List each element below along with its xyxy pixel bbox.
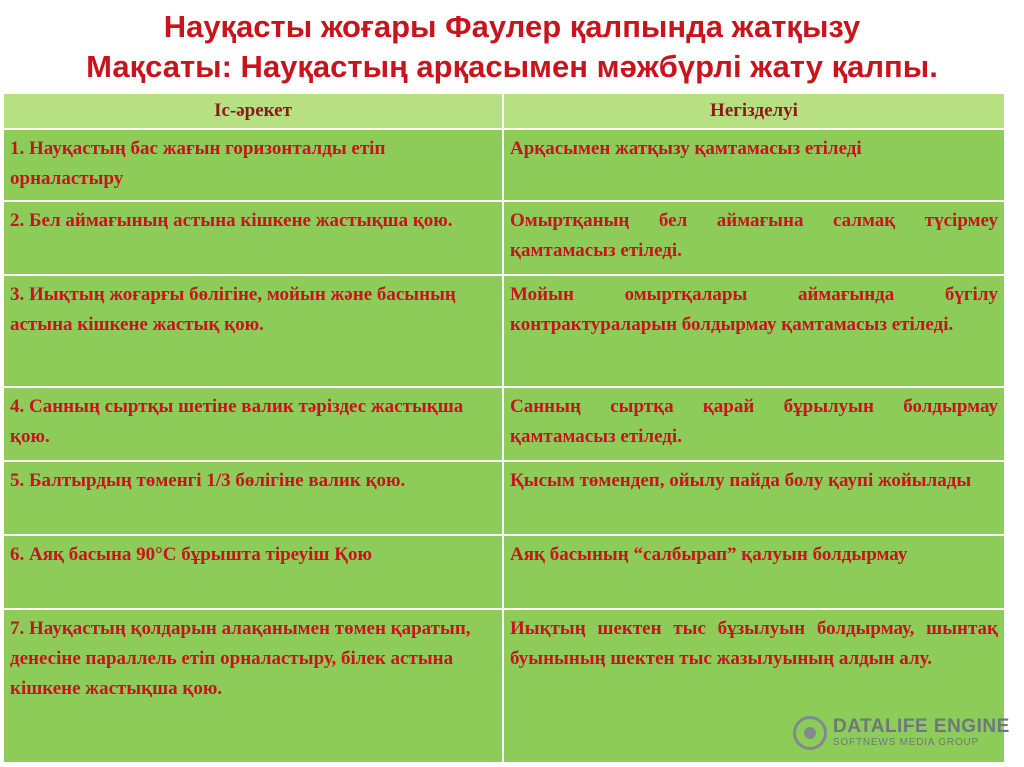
watermark-main: DATALIFE ENGINE (833, 716, 1010, 737)
table-row (3, 461, 1005, 535)
action-cell: 5. Балтырдың төменгі 1/3 бөлігіне валик қою. (3, 461, 503, 535)
datalife-logo-icon (793, 716, 827, 750)
header-action: Іс-әрекет (3, 93, 503, 129)
reason-cell: Мойын омыртқалары аймағында бүгілу контрактураларын болдырмау қамтамасыз етіледі. (503, 275, 1005, 387)
reason-cell: Санның сыртқа қарай бұрылуын болдырмау қамтамасыз етіледі. (503, 387, 1005, 461)
action-cell: 7. Науқастың қолдарын алақанымен төмен қаратып, денесіне параллель етіп орналастыру, білек астына кішкене жастықша қою. (3, 609, 503, 763)
watermark-sub: SOFTNEWS MEDIA GROUP (833, 737, 980, 748)
title-line-2: Мақсаты: Науқастың арқасымен мәжбүрлі жату қалпы. (86, 49, 938, 84)
action-cell: 4. Санның сыртқы шетіне валик тәріздес жастықша қою. (3, 387, 503, 461)
title-line-1: Науқасты жоғары Фаулер қалпында жатқызу (163, 9, 861, 44)
table-header-row (3, 93, 1005, 129)
table-row (3, 275, 1005, 387)
reason-cell: Арқасымен жатқызу қамтамасыз етіледі (503, 129, 1005, 201)
procedure-table (2, 92, 1006, 764)
table-row (3, 535, 1005, 609)
action-cell: 6. Аяқ басына 90°С бұрышта тіреуіш Қою (3, 535, 503, 609)
watermark (793, 716, 1010, 750)
reason-cell: Омыртқаның бел аймағына салмақ түсірмеу қамтамасыз етіледі. (503, 201, 1005, 275)
action-cell: 3. Иықтың жоғарғы бөлігіне, мойын және басының астына кішкене жастық қою. (3, 275, 503, 387)
action-cell: 2. Бел аймағының астына кішкене жастықша қою. (3, 201, 503, 275)
table-row (3, 129, 1005, 201)
reason-cell: Иықтың шектен тыс бұзылуын болдырмау, шынтақ буынының шектен тыс жазылуының алдын алу. (503, 609, 1005, 763)
table-row (3, 387, 1005, 461)
reason-cell: Аяқ басының “салбырап” қалуын болдырмау (503, 535, 1005, 609)
header-reason: Негізделуі (503, 93, 1005, 129)
watermark-text (833, 717, 1010, 749)
table-row (3, 201, 1005, 275)
action-cell: 1. Науқастың бас жағын горизонталды етіп орналастыру (3, 129, 503, 201)
slide-title (0, 8, 1024, 86)
reason-cell: Қысым төмендеп, ойылу пайда болу қаупі жойылады (503, 461, 1005, 535)
